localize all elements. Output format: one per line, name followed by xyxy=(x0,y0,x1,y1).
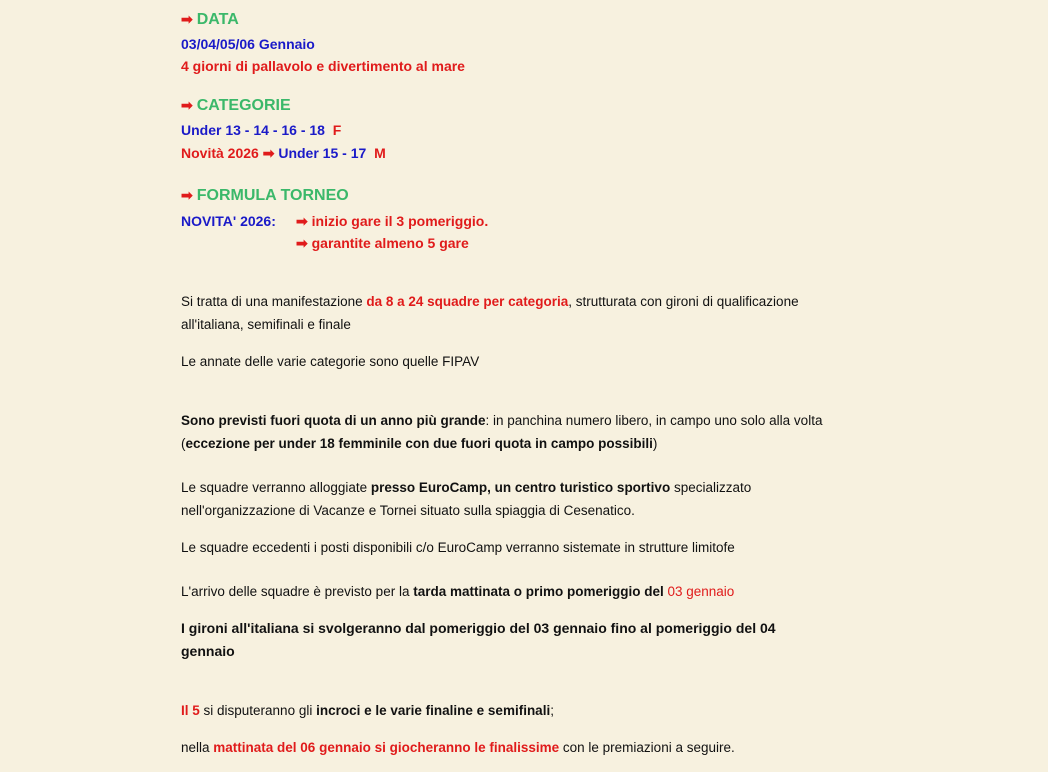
arrow-right-icon: ➡ xyxy=(181,187,193,203)
paragraph-arrivo: L'arrivo delle squadre è previsto per la tarda mattinata o primo pomeriggio del 03 gennaio xyxy=(181,584,735,599)
female-tag: F xyxy=(332,122,342,138)
female-categories: Under 13 - 14 - 16 - 18 F xyxy=(181,122,342,138)
formula-item: ➡ inizio gare il 3 pomeriggio. xyxy=(296,213,489,229)
paragraph-fuori-quota: Sono previsti fuori quota di un anno più grande: in panchina numero libero, in campo uno solo alla volta (eccezione per under 18 femminile con due fuori quota in campo possibili) xyxy=(181,413,823,451)
section-heading-categorie: ➡ CATEGORIE xyxy=(181,97,291,114)
arrow-right-icon: ➡ xyxy=(296,235,308,251)
paragraph-alloggio: Le squadre verranno alloggiate presso EuroCamp, un centro turistico sportivo specializzato nell'organizzazione di Vacanze e Tornei situato sulla spiaggia di Cesenatico. xyxy=(181,480,752,518)
dates: 03/04/05/06 Gennaio xyxy=(181,36,315,52)
arrow-right-icon: ➡ xyxy=(296,213,308,229)
paragraph-gironi: I gironi all'italiana si svolgeranno dal pomeriggio del 03 gennaio fino al pomeriggio del 04 gennaio xyxy=(181,620,776,659)
paragraph-incroci: Il 5 si disputeranno gli incroci e le varie finaline e semifinali; xyxy=(181,703,554,718)
male-tag: M xyxy=(374,145,386,161)
male-categories: Novità 2026 ➡ Under 15 - 17 M xyxy=(181,145,386,161)
paragraph-manifestazione: Si tratta di una manifestazione da 8 a 24 squadre per categoria, strutturata con gironi di qualificazione all'italiana, semifinali e finale xyxy=(181,294,799,332)
arrow-right-icon: ➡ xyxy=(181,97,193,113)
arrow-right-icon: ➡ xyxy=(181,11,193,27)
paragraph-finalissime: nella mattinata del 06 gennaio si giocheranno le finalissime con le premiazioni a seguire. xyxy=(181,740,735,755)
section-heading-formula: ➡ FORMULA TORNEO xyxy=(181,187,349,204)
formula-item: ➡ garantite almeno 5 gare xyxy=(296,235,469,251)
paragraph-annate: Le annate delle varie categorie sono quelle FIPAV xyxy=(181,354,480,369)
data-subtitle: 4 giorni di pallavolo e divertimento al mare xyxy=(181,58,465,74)
section-heading-data: ➡ DATA xyxy=(181,11,239,28)
formula-novita-label: NOVITA' 2026: xyxy=(181,213,276,229)
arrow-right-icon: ➡ xyxy=(262,145,275,161)
paragraph-eccedenti: Le squadre eccedenti i posti disponibili c/o EuroCamp verranno sistemate in strutture limitofe xyxy=(181,540,735,555)
